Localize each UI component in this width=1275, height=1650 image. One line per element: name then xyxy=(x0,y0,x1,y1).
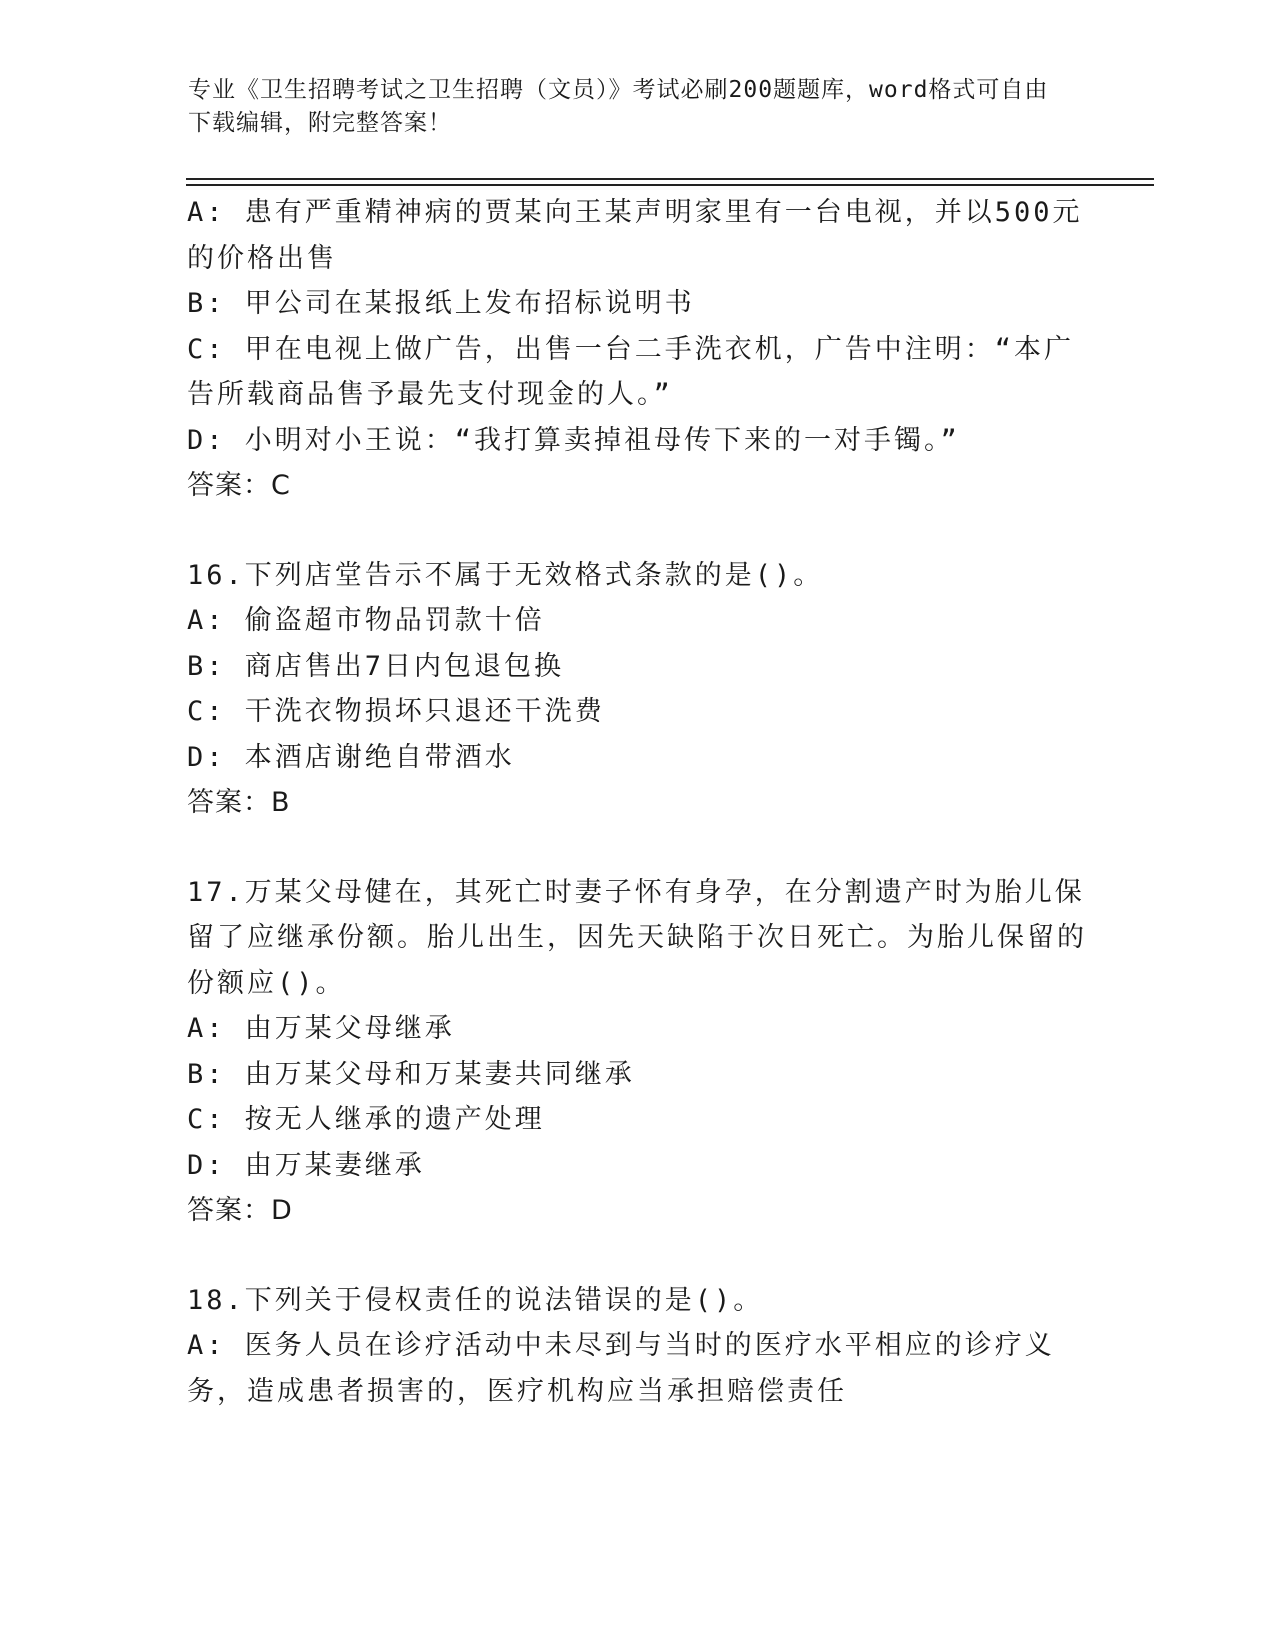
option-a: A: 医务人员在诊疗活动中未尽到与当时的医疗水平相应的诊疗义务，造成患者损害的，医疗机构应当承担赔偿责任 xyxy=(187,1330,1055,1407)
option-c: C: 干洗衣物损坏只退还干洗费 xyxy=(187,696,605,727)
option-b: B: 商店售出7日内包退包换 xyxy=(187,650,565,682)
option-a: A: 由万某父母继承 xyxy=(187,1013,455,1044)
option-d: D: 本酒店谢绝自带酒水 xyxy=(187,741,515,773)
option-a: A: 偷盗超市物品罚款十倍 xyxy=(187,605,545,636)
option-d: D: 由万某妻继承 xyxy=(187,1149,425,1181)
option-c: C: 甲在电视上做广告，出售一台二手洗衣机，广告中注明：“本广告所载商品售予最先支付现金的人。” xyxy=(187,333,1075,410)
question-17 xyxy=(187,870,1087,1234)
question-stem: 17.万某父母健在，其死亡时妻子怀有身孕，在分割遗产时为胎儿保留了应继承份额。胎儿出生，因先天缺陷于次日死亡。为胎儿保留的份额应()。 xyxy=(187,876,1087,999)
header-divider-bottom xyxy=(186,184,1154,186)
answer: 答案：B xyxy=(187,787,291,818)
answer: 答案：D xyxy=(187,1195,293,1226)
option-c: C: 按无人继承的遗产处理 xyxy=(187,1104,545,1135)
header-divider-top xyxy=(186,178,1154,180)
question-15 xyxy=(187,190,1087,509)
document-intro: 专业《卫生招聘考试之卫生招聘（文员）》考试必刷200题题库，word格式可自由下载编辑，附完整答案！ xyxy=(188,77,1049,136)
option-b: B: 甲公司在某报纸上发布招标说明书 xyxy=(187,288,695,319)
option-a: A: 患有严重精神病的贾某向王某声明家里有一台电视，并以500元的价格出售 xyxy=(187,197,1083,274)
question-18 xyxy=(187,1278,1087,1415)
option-d: D: 小明对小王说：“我打算卖掉祖母传下来的一对手镯。” xyxy=(187,424,960,456)
question-stem: 16.下列店堂告示不属于无效格式条款的是()。 xyxy=(187,559,824,591)
question-16 xyxy=(187,553,1087,826)
answer: 答案：C xyxy=(187,470,291,501)
option-b: B: 由万某父母和万某妻共同继承 xyxy=(187,1058,635,1090)
question-content xyxy=(187,190,1087,1414)
question-stem: 18.下列关于侵权责任的说法错误的是()。 xyxy=(187,1284,764,1316)
